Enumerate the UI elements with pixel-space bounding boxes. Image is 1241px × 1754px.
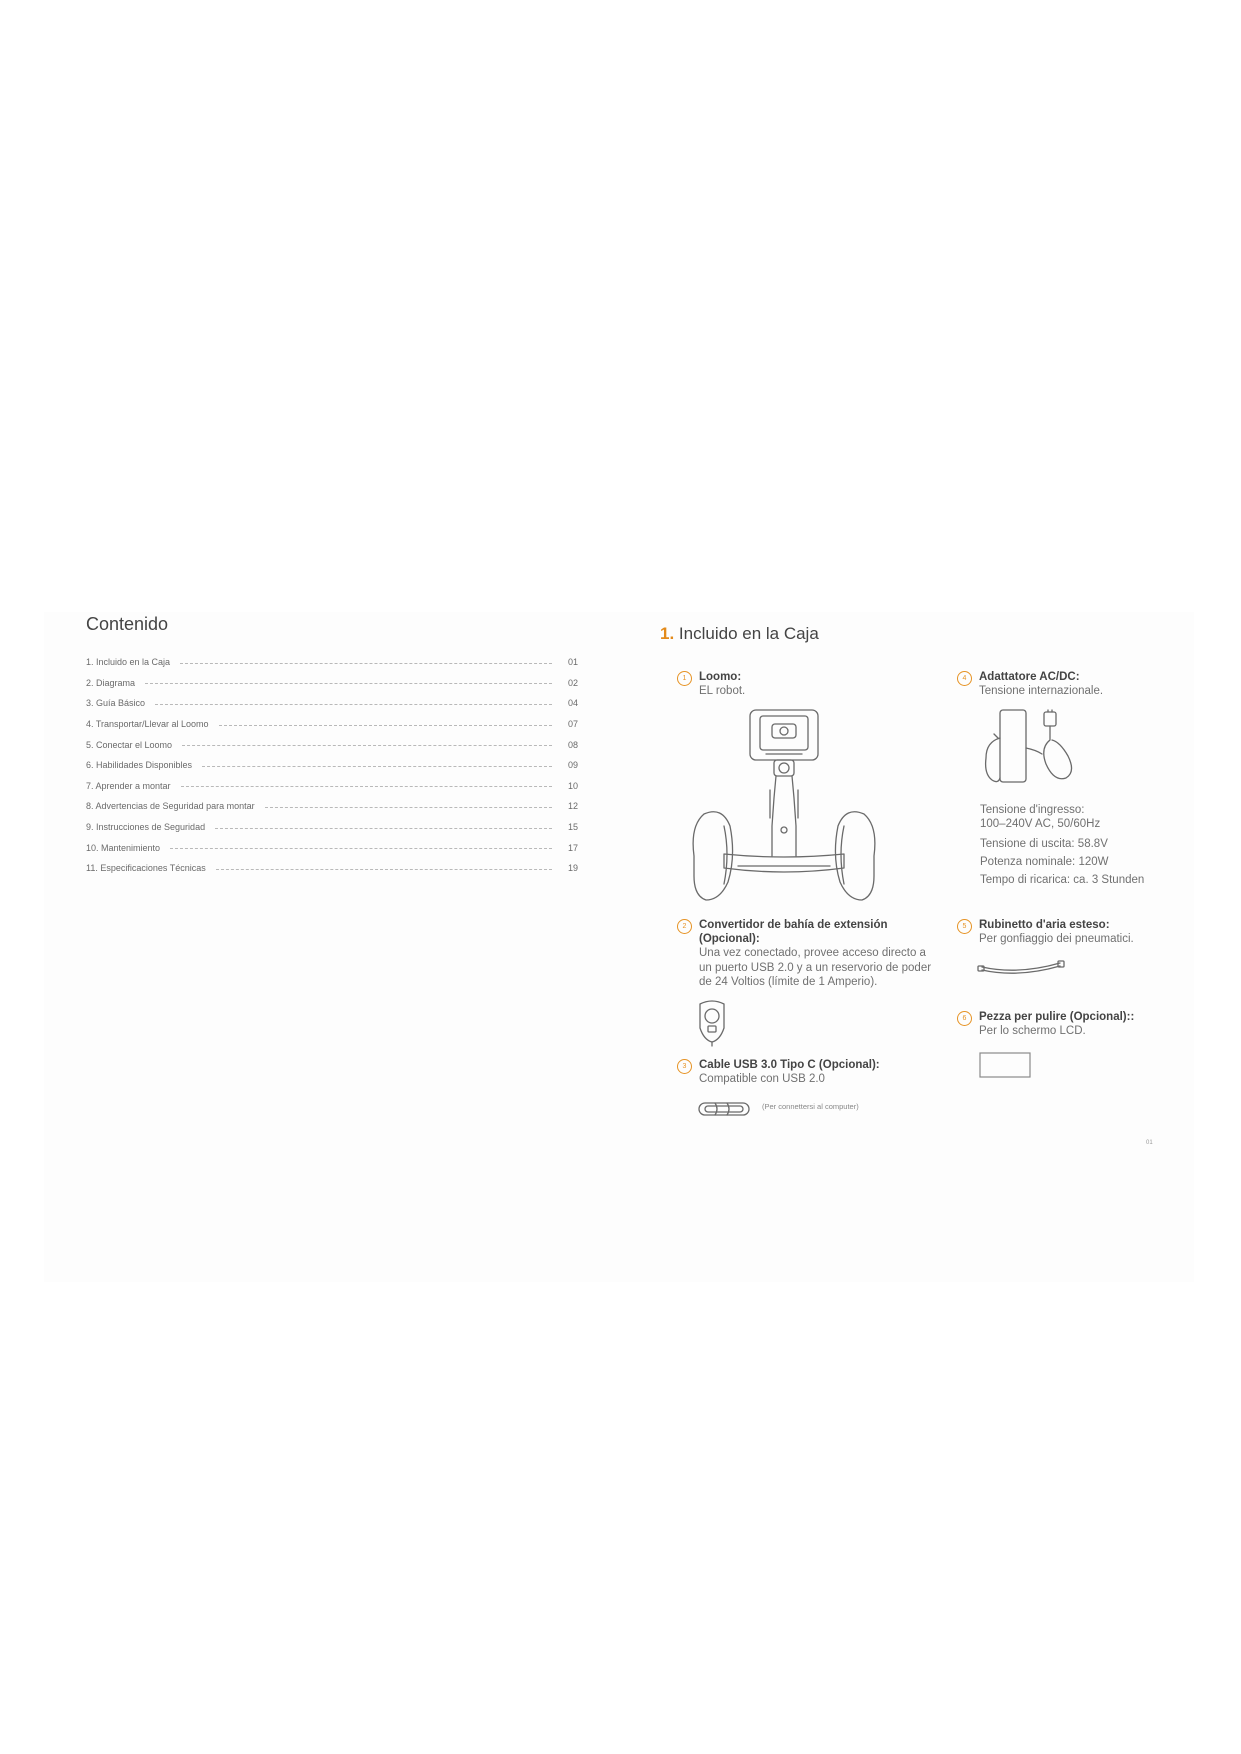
toc-entry-page: 15: [567, 822, 578, 833]
toc-entry-page: 17: [567, 842, 578, 853]
toc-entry[interactable]: [86, 817, 578, 838]
adapter-spec-line: 100–240V AC, 50/60Hz: [980, 818, 1101, 830]
toc-entry-label: 5. Conectar el Loomo: [86, 739, 173, 750]
adapter-spec-line: Tensione di uscita: 58.8V: [980, 838, 1108, 850]
toc-leader-dots: [216, 869, 552, 870]
toc-entry-page: 19: [567, 863, 578, 874]
table-of-contents: [86, 652, 578, 879]
item-desc: Tensione internazionale.: [979, 685, 1104, 697]
toc-entry-page: 02: [567, 677, 578, 688]
toc-leader-dots: [182, 745, 552, 746]
toc-entry-label: 3. Guía Básico: [86, 698, 146, 709]
item-title: Pezza per pulire (Opcional)::: [979, 1011, 1135, 1023]
item-number-badge: 4: [957, 671, 972, 686]
toc-leader-dots: [215, 828, 552, 829]
item-desc: Per lo schermo LCD.: [979, 1025, 1086, 1037]
extension-bay-icon: [692, 998, 732, 1048]
toc-leader-dots: [181, 786, 552, 787]
usb-cable-note: (Per connettersi al computer): [762, 1102, 859, 1111]
usb-cable-icon: [697, 1098, 751, 1120]
toc-title: Contenido: [86, 614, 169, 634]
item-cleaning-cloth: [957, 1010, 1134, 1039]
item-power-adapter: [957, 670, 1103, 699]
item-title: Rubinetto d'aria esteso:: [979, 919, 1110, 931]
item-title: Loomo:: [699, 671, 742, 683]
cleaning-cloth-icon: [979, 1052, 1031, 1078]
air-hose-icon: [978, 960, 1064, 976]
item-desc: EL robot.: [699, 685, 746, 697]
toc-entry[interactable]: [86, 776, 578, 797]
toc-entry-label: 8. Advertencias de Seguridad para montar: [86, 801, 255, 812]
toc-entry-label: 6. Habilidades Disponibles: [86, 760, 193, 771]
toc-entry-page: 08: [567, 739, 578, 750]
item-usb-cable: [677, 1058, 880, 1087]
toc-entry[interactable]: [86, 734, 578, 755]
toc-entry-label: 4. Transportar/Llevar al Loomo: [86, 719, 209, 730]
item-desc: Per gonfiaggio dei pneumatici.: [979, 933, 1134, 945]
power-adapter-icon: [980, 708, 1080, 788]
toc-leader-dots: [145, 683, 552, 684]
toc-entry-page: 01: [567, 657, 578, 668]
toc-entry-label: 10. Mantenimiento: [86, 842, 161, 853]
item-air-hose: [957, 918, 1134, 947]
item-title: Cable USB 3.0 Tipo C (Opcional):: [699, 1059, 880, 1071]
toc-entry-label: 2. Diagrama: [86, 677, 136, 688]
toc-entry-label: 7. Aprender a montar: [86, 780, 171, 791]
toc-entry-page: 07: [567, 719, 578, 730]
toc-leader-dots: [180, 663, 552, 664]
toc-leader-dots: [170, 848, 552, 849]
toc-entry-page: 04: [567, 698, 578, 709]
adapter-spec-line: Potenza nominale: 120W: [980, 856, 1109, 868]
toc-leader-dots: [219, 725, 552, 726]
adapter-spec-line: Tempo di ricarica: ca. 3 Stunden: [980, 874, 1145, 886]
toc-entry-page: 09: [567, 760, 578, 771]
item-number-badge: 1: [677, 671, 692, 686]
toc-entry-page: 10: [567, 780, 578, 791]
toc-entry[interactable]: [86, 673, 578, 694]
item-desc: Compatible con USB 2.0: [699, 1073, 825, 1085]
item-desc: Una vez conectado, provee acceso directo a un puerto USB 2.0 y a un reservorio de poder de 24 Voltios (límite de 1 Amperio).: [699, 947, 932, 988]
item-number-badge: 3: [677, 1059, 692, 1074]
item-number-badge: 6: [957, 1011, 972, 1026]
toc-entry[interactable]: [86, 755, 578, 776]
toc-entry-label: 11. Especificaciones Técnicas: [86, 863, 206, 874]
toc-entry[interactable]: [86, 714, 578, 735]
toc-entry[interactable]: [86, 837, 578, 858]
item-extension-bay: [677, 918, 939, 990]
toc-entry[interactable]: [86, 693, 578, 714]
toc-entry-page: 12: [567, 801, 578, 812]
toc-entry-label: 9. Instrucciones de Seguridad: [86, 822, 206, 833]
section-title: [660, 624, 819, 644]
toc-entry-label: 1. Incluido en la Caja: [86, 657, 171, 668]
section-number: 1.: [660, 624, 675, 643]
toc-leader-dots: [155, 704, 552, 705]
toc-entry[interactable]: [86, 652, 578, 673]
item-title: Convertidor de bahía de extensión (Opcional):: [699, 919, 888, 945]
toc-leader-dots: [265, 807, 552, 808]
loomo-robot-icon: [690, 706, 880, 904]
toc-entry[interactable]: [86, 858, 578, 879]
item-number-badge: 2: [677, 919, 692, 934]
toc-entry[interactable]: [86, 796, 578, 817]
item-number-badge: 5: [957, 919, 972, 934]
page-number: 01: [1146, 1140, 1153, 1146]
adapter-spec-line: Tensione d'ingresso:: [980, 804, 1085, 816]
item-title: Adattatore AC/DC:: [979, 671, 1080, 683]
toc-leader-dots: [202, 766, 552, 767]
item-loomo: [677, 670, 745, 699]
section-title-text: Incluido en la Caja: [678, 624, 819, 643]
